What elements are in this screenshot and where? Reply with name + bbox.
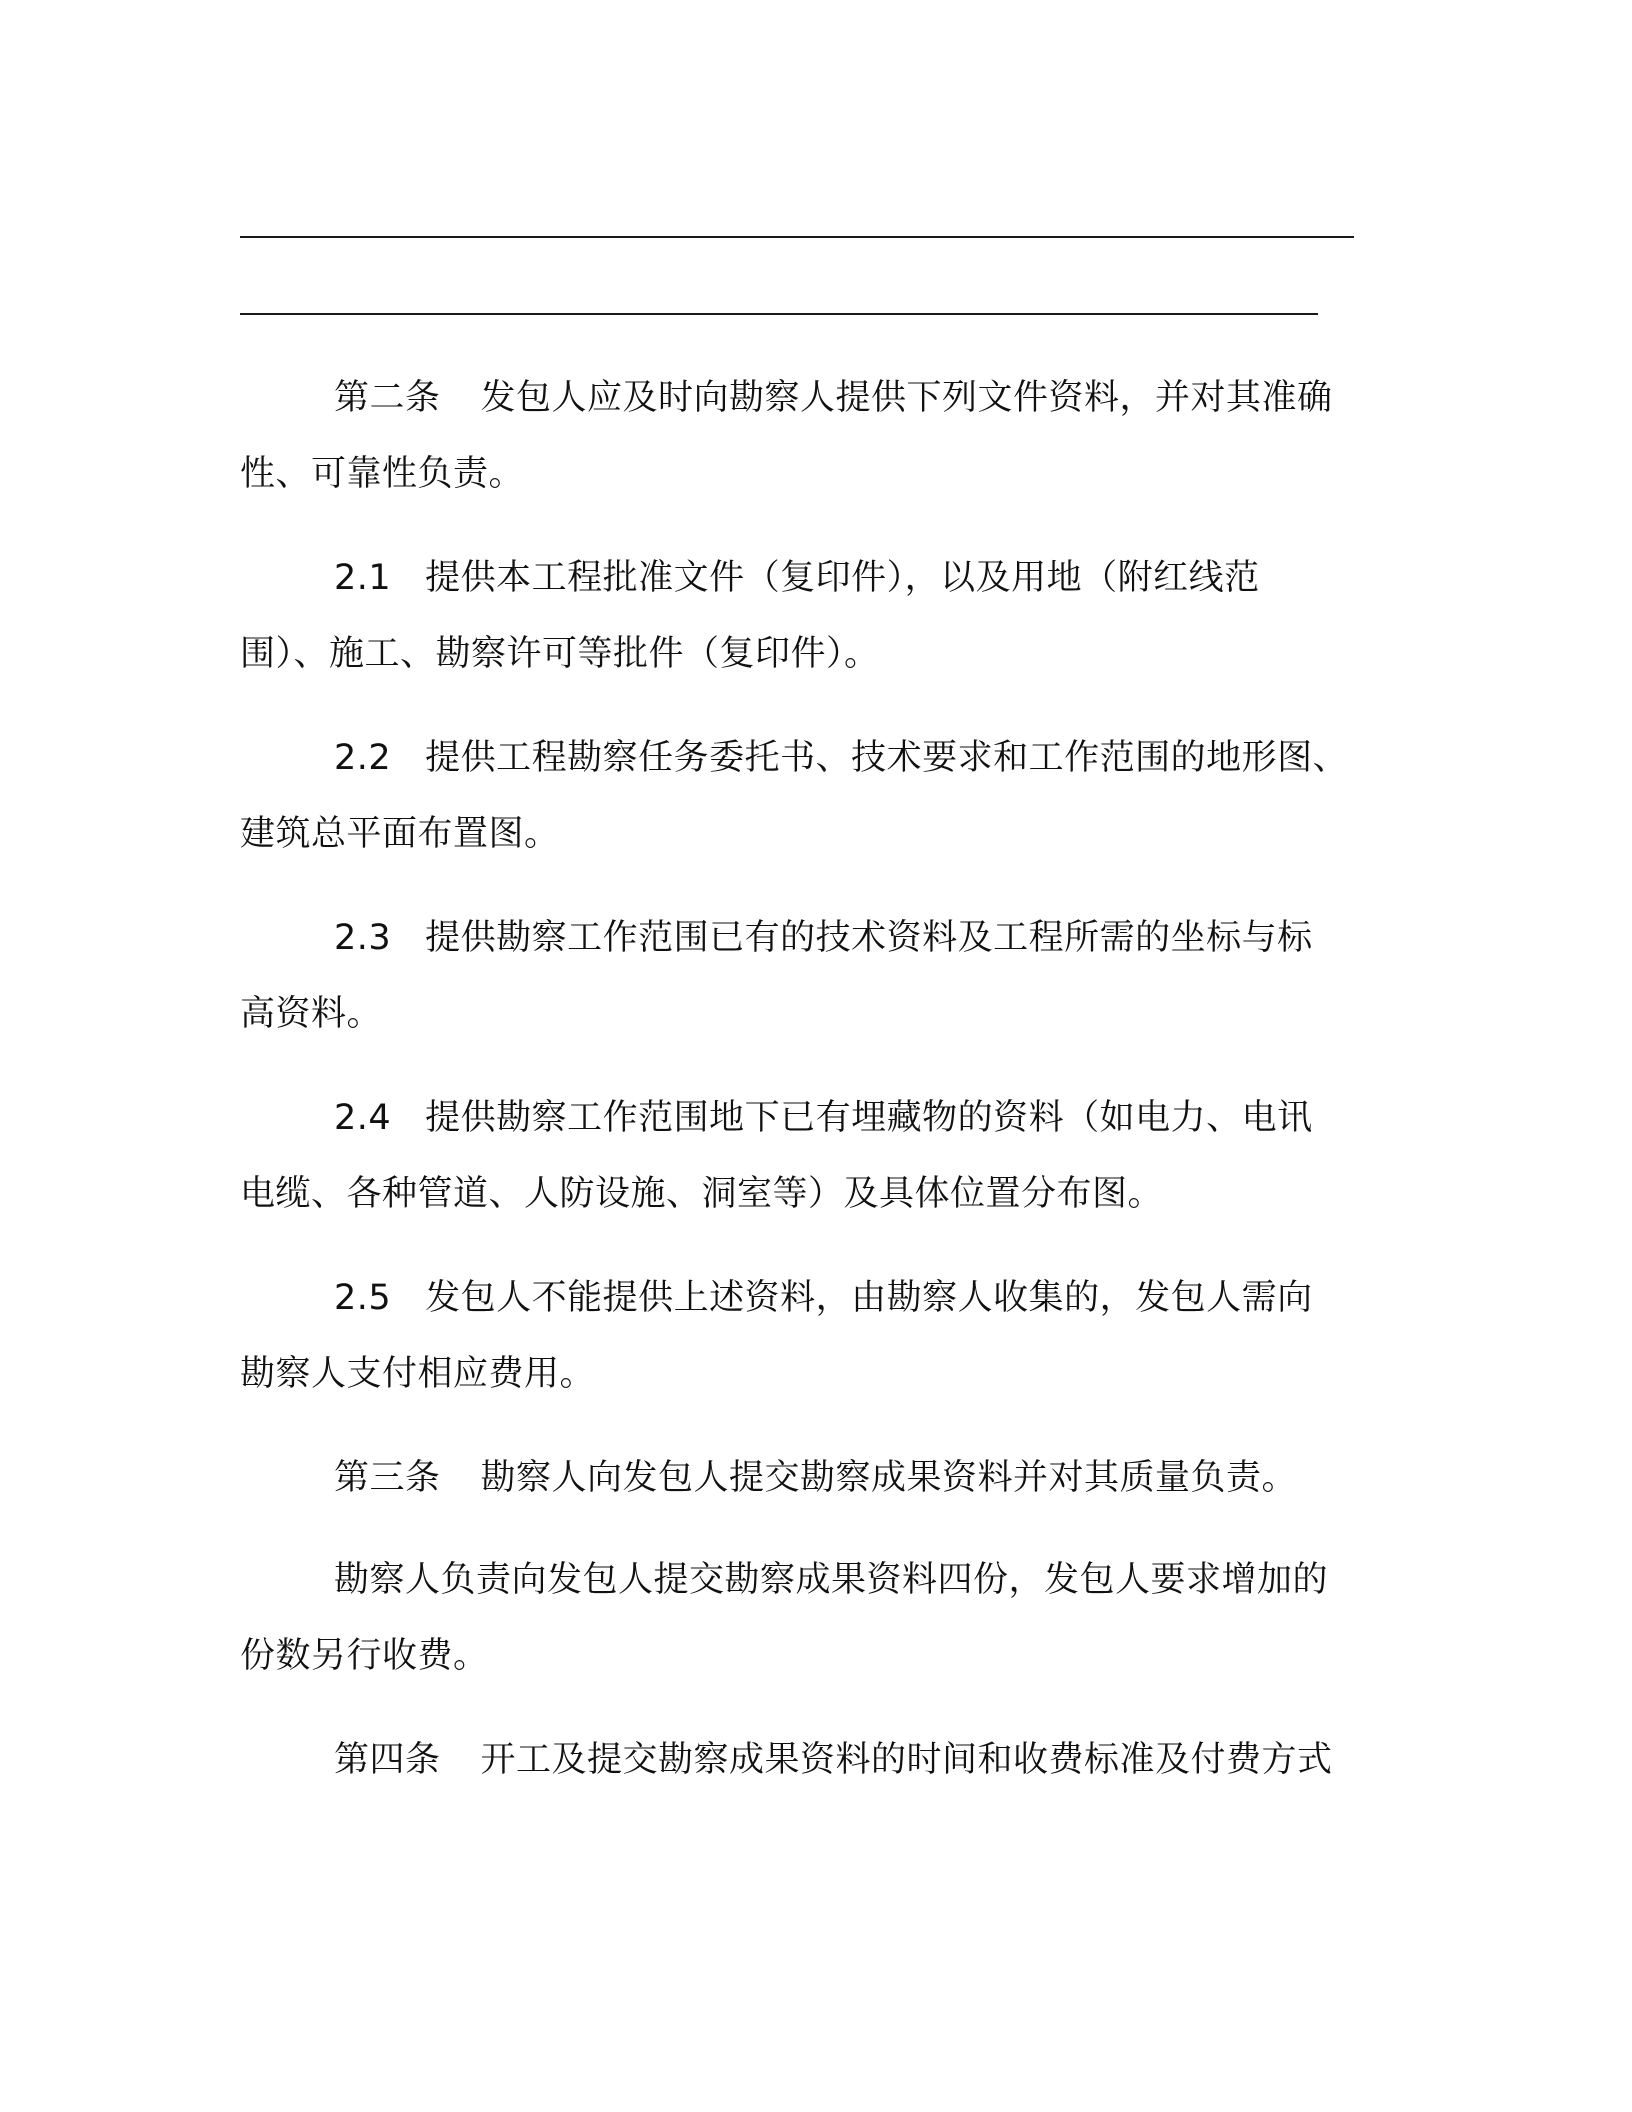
clause-number: 2.2 [334,738,392,778]
article-4-heading: 第四条 [334,1740,441,1780]
clause-number: 2.4 [334,1098,392,1138]
article-3-paragraph [240,1440,1380,1516]
article-2-paragraph [240,360,1380,512]
clause-text-line1: 提供工程勘察任务委托书、技术要求和工作范围的地形图、 [425,738,1349,778]
article-4-text-line1: 开工及提交勘察成果资料的时间和收费标准及付费方式 [480,1740,1333,1780]
article-4-paragraph [240,1722,1380,1798]
blank-fill-line [240,313,1318,315]
clause-text-line1: 发包人不能提供上述资料，由勘察人收集的，发包人需向 [425,1278,1313,1318]
clause-text-line2: 高资料。 [240,994,383,1034]
article-3-heading: 第三条 [334,1458,441,1498]
clause-number: 2.1 [334,558,392,598]
clause-text-line2: 建筑总平面布置图。 [240,814,560,854]
clause-text-line1: 提供本工程批准文件（复印件），以及用地（附红线范 [425,558,1260,598]
clause-text-line1: 提供勘察工作范围已有的技术资料及工程所需的坐标与标 [425,918,1313,958]
clause-2-2 [240,720,1380,872]
clause-number: 2.5 [334,1278,392,1318]
article-3-body-paragraph [240,1542,1380,1694]
clause-2-4 [240,1080,1380,1232]
clause-text-line2: 电缆、各种管道、人防设施、洞室等）及具体位置分布图。 [240,1174,1164,1214]
article-2-text-line1: 发包人应及时向勘察人提供下列文件资料，并对其准确 [480,378,1333,418]
blank-fill-line [240,236,1354,238]
article-3-text-line1: 勘察人向发包人提交勘察成果资料并对其质量负责。 [480,1458,1298,1498]
clause-number: 2.3 [334,918,392,958]
article-2-heading: 第二条 [334,378,441,418]
clause-2-3 [240,900,1380,1052]
clause-text-line2: 围）、施工、勘察许可等批件（复印件）。 [240,634,880,674]
article-2-text-line2: 性、可靠性负责。 [240,454,525,494]
body-text-line2: 份数另行收费。 [240,1636,489,1676]
clause-2-1 [240,540,1380,692]
body-text-line1: 勘察人负责向发包人提交勘察成果资料四份，发包人要求增加的 [334,1560,1329,1600]
clause-text-line2: 勘察人支付相应费用。 [240,1354,596,1394]
clause-2-5 [240,1260,1380,1412]
clause-text-line1: 提供勘察工作范围地下已有埋藏物的资料（如电力、电讯 [425,1098,1313,1138]
